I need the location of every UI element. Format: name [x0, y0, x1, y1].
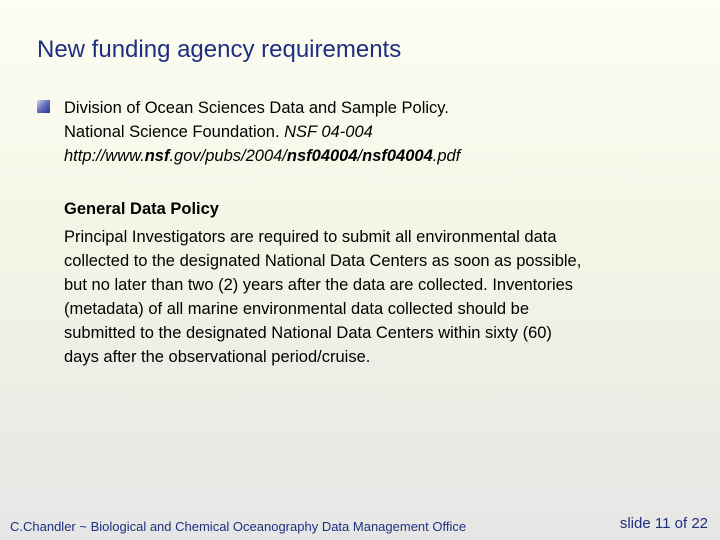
footer-credit: C.Chandler ~ Biological and Chemical Oceanography Data Management Office [10, 519, 467, 534]
slide-number: 11 [654, 515, 671, 532]
policy-text-line: (metadata) of all marine environmental data collected should be [64, 300, 530, 318]
url-part: / [357, 147, 363, 165]
slide-counter [620, 515, 708, 532]
url-part: http://www. [64, 147, 145, 165]
document-number-line [64, 120, 704, 144]
url-part: nsf04004 [286, 147, 358, 165]
policy-heading: General Data Policy [64, 200, 219, 218]
policy-text-line: submitted to the designated National Data Centers within sixty (60) [64, 324, 552, 342]
square-bullet-icon [37, 100, 50, 113]
policy-text-line: but no later than two (2) years after the data are collected. Inventories [64, 276, 574, 294]
url-part: .gov/pubs/2004/ [169, 147, 287, 165]
agency-name: National Science Foundation. [64, 123, 285, 141]
url-part: nsf04004 [362, 147, 433, 165]
document-number: NSF 04-004 [284, 123, 373, 141]
policy-reference [64, 96, 704, 168]
policy-text [64, 225, 704, 369]
url-part: .pdf [432, 147, 461, 165]
policy-text-line: Principal Investigators are required to submit all environmental data [64, 228, 557, 246]
slide-title: New funding agency requirements [37, 36, 402, 63]
policy-text-line: collected to the designated National Data Centers as soon as possible, [64, 252, 582, 270]
total-slides: 22 [691, 515, 708, 532]
url-part: nsf [144, 147, 170, 165]
policy-name-line: Division of Ocean Sciences Data and Sample Policy. [64, 99, 449, 117]
of-label: of [670, 515, 692, 532]
policy-url [64, 144, 704, 168]
slide-label: slide [619, 515, 655, 532]
policy-text-line: days after the observational period/cruise. [64, 348, 371, 366]
